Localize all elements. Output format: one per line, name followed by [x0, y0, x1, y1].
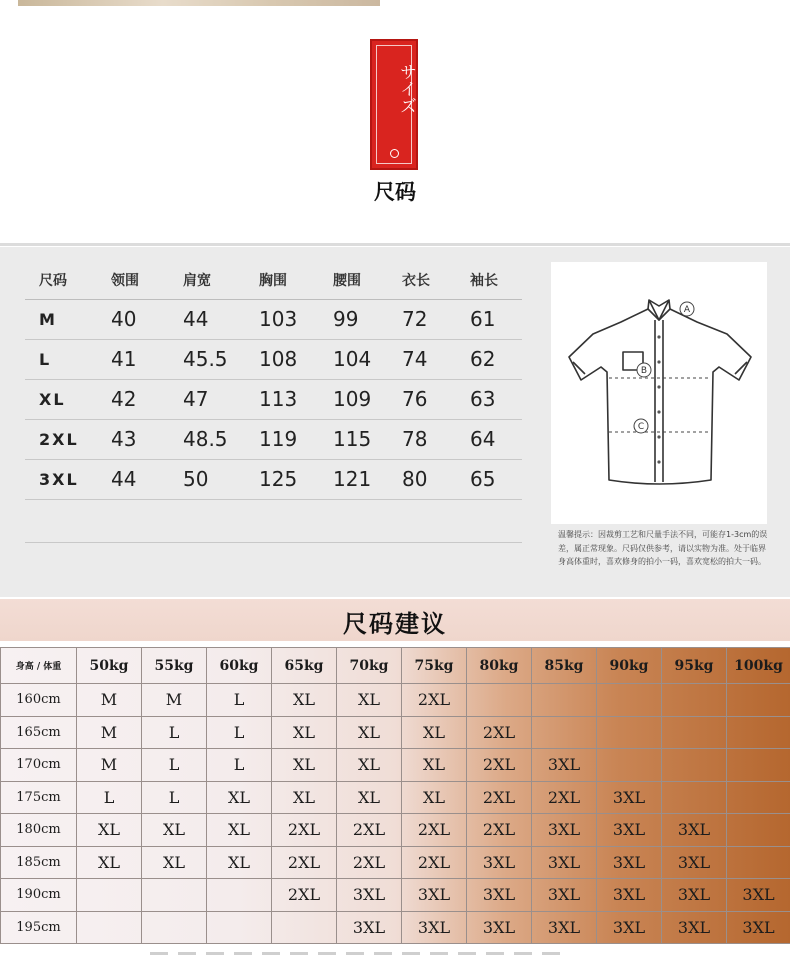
table-row	[1, 814, 790, 847]
table-cell: 3XL	[25, 459, 97, 499]
size-cell: 2XL	[337, 846, 402, 879]
size-cell	[662, 749, 727, 782]
table-cell: 41	[97, 339, 169, 379]
size-cell: 3XL	[662, 814, 727, 847]
weight-header: 100kg	[727, 648, 790, 684]
size-cell: 3XL	[467, 879, 532, 912]
height-label: 175cm	[1, 781, 77, 814]
size-cell: XL	[272, 716, 337, 749]
table-cell: 65	[456, 459, 522, 499]
size-cell	[662, 716, 727, 749]
divider	[0, 243, 790, 246]
height-label: 160cm	[1, 684, 77, 717]
size-cell: 2XL	[337, 814, 402, 847]
weight-header: 65kg	[272, 648, 337, 684]
size-cell: 3XL	[532, 911, 597, 944]
table-row	[1, 911, 790, 944]
table-cell: 109	[319, 379, 388, 419]
table-cell: 48.5	[169, 419, 245, 459]
size-cell	[532, 684, 597, 717]
table-cell: 74	[388, 339, 456, 379]
size-cell: 3XL	[597, 814, 662, 847]
divider	[150, 952, 570, 955]
size-cell: 3XL	[532, 749, 597, 782]
size-cell: L	[142, 716, 207, 749]
table-cell: 80	[388, 459, 456, 499]
table-cell: M	[25, 299, 97, 339]
section-title-size: 尺码	[374, 179, 416, 204]
size-cell	[727, 749, 790, 782]
size-cell: XL	[77, 846, 142, 879]
size-cell: 2XL	[272, 846, 337, 879]
size-seal-tag	[370, 39, 418, 170]
column-header: 领围	[97, 262, 169, 299]
size-cell: 3XL	[597, 879, 662, 912]
size-cell: L	[77, 781, 142, 814]
table-cell: 113	[245, 379, 319, 419]
table-cell: 43	[97, 419, 169, 459]
size-cell: XL	[207, 781, 272, 814]
size-cell	[597, 749, 662, 782]
size-cell: XL	[272, 781, 337, 814]
column-header: 腰围	[319, 262, 388, 299]
size-cell: 2XL	[402, 814, 467, 847]
table-cell: 62	[456, 339, 522, 379]
weight-header: 75kg	[402, 648, 467, 684]
size-cell: XL	[337, 684, 402, 717]
size-cell: L	[207, 749, 272, 782]
divider	[25, 542, 522, 543]
table-cell: 50	[169, 459, 245, 499]
table-cell: 2XL	[25, 419, 97, 459]
size-cell	[727, 684, 790, 717]
size-cell	[662, 781, 727, 814]
table-cell: 44	[97, 459, 169, 499]
size-cell: 3XL	[662, 879, 727, 912]
weight-header: 50kg	[77, 648, 142, 684]
size-cell: XL	[402, 716, 467, 749]
seal-dot-icon	[390, 149, 399, 158]
size-cell: 3XL	[662, 846, 727, 879]
size-cell: XL	[337, 781, 402, 814]
size-cell: 3XL	[467, 911, 532, 944]
size-cell	[467, 684, 532, 717]
size-cell	[532, 716, 597, 749]
table-row	[25, 459, 522, 499]
table-row	[25, 379, 522, 419]
size-cell	[727, 781, 790, 814]
size-cell: XL	[402, 781, 467, 814]
size-cell: 3XL	[337, 911, 402, 944]
marker-b: B	[640, 366, 648, 376]
weight-header: 85kg	[532, 648, 597, 684]
size-cell: 2XL	[467, 716, 532, 749]
size-cell	[77, 911, 142, 944]
height-label: 170cm	[1, 749, 77, 782]
size-recommendation-table	[0, 647, 790, 944]
size-cell: XL	[142, 814, 207, 847]
size-cell: M	[77, 684, 142, 717]
size-cell	[77, 879, 142, 912]
size-cell: 3XL	[532, 879, 597, 912]
table-row	[1, 749, 790, 782]
table-cell: 45.5	[169, 339, 245, 379]
size-cell	[272, 911, 337, 944]
shirt-outline-icon	[551, 262, 767, 524]
size-cell: L	[142, 781, 207, 814]
size-cell: L	[142, 749, 207, 782]
table-row	[1, 846, 790, 879]
column-header: 袖长	[456, 262, 522, 299]
size-cell: 2XL	[467, 781, 532, 814]
size-cell: XL	[272, 749, 337, 782]
table-row	[25, 339, 522, 379]
table-row	[1, 716, 790, 749]
size-cell	[207, 879, 272, 912]
table-cell: 99	[319, 299, 388, 339]
shirt-diagram	[551, 262, 767, 524]
table-cell: 121	[319, 459, 388, 499]
size-cell: 2XL	[467, 814, 532, 847]
top-photo-strip	[18, 0, 380, 6]
size-cell: 3XL	[727, 879, 790, 912]
size-cell	[597, 716, 662, 749]
size-cell: 3XL	[532, 846, 597, 879]
table-cell: 108	[245, 339, 319, 379]
table-cell: 119	[245, 419, 319, 459]
size-cell: 3XL	[597, 781, 662, 814]
marker-c: C	[637, 422, 645, 432]
size-cell: 3XL	[467, 846, 532, 879]
size-cell: M	[77, 749, 142, 782]
table-cell: 47	[169, 379, 245, 419]
table-cell: 103	[245, 299, 319, 339]
size-cell	[142, 879, 207, 912]
table-cell: 76	[388, 379, 456, 419]
size-cell: 3XL	[597, 911, 662, 944]
table-cell: 63	[456, 379, 522, 419]
table-cell: 61	[456, 299, 522, 339]
table-cell: 44	[169, 299, 245, 339]
height-label: 195cm	[1, 911, 77, 944]
table-cell: XL	[25, 379, 97, 419]
measurement-note: 温馨提示：因裁剪工艺和尺量手法不同，可能存1-3cm的误差，属正常现象。尺码仅供参考，请以实物为准。处于临界身高体重时，喜欢修身的拍小一码，喜欢宽松的拍大一码。	[558, 530, 768, 566]
size-cell: XL	[77, 814, 142, 847]
size-cell	[142, 911, 207, 944]
size-cell: 3XL	[402, 879, 467, 912]
height-label: 190cm	[1, 879, 77, 912]
weight-header: 95kg	[662, 648, 727, 684]
table-row	[1, 684, 790, 717]
size-cell: 3XL	[532, 814, 597, 847]
table-cell: 64	[456, 419, 522, 459]
size-cell: 3XL	[662, 911, 727, 944]
size-cell: XL	[142, 846, 207, 879]
size-cell: M	[142, 684, 207, 717]
table-cell: 40	[97, 299, 169, 339]
size-measurement-table	[25, 262, 522, 500]
weight-header: 60kg	[207, 648, 272, 684]
size-cell: 3XL	[337, 879, 402, 912]
size-cell	[662, 684, 727, 717]
size-cell: 2XL	[272, 814, 337, 847]
weight-header: 55kg	[142, 648, 207, 684]
table-row	[25, 419, 522, 459]
size-cell: 2XL	[532, 781, 597, 814]
table-row	[25, 299, 522, 339]
table-cell: 115	[319, 419, 388, 459]
weight-header: 70kg	[337, 648, 402, 684]
size-cell: 2XL	[402, 846, 467, 879]
size-cell	[597, 684, 662, 717]
corner-header: 身高 / 体重	[1, 648, 77, 684]
size-cell: 3XL	[597, 846, 662, 879]
section-title-recommendation: 尺码建议	[343, 609, 447, 638]
size-cell: 2XL	[272, 879, 337, 912]
table-row	[1, 879, 790, 912]
height-label: 180cm	[1, 814, 77, 847]
column-header: 肩宽	[169, 262, 245, 299]
size-cell	[727, 814, 790, 847]
table-row	[1, 781, 790, 814]
column-header: 衣长	[388, 262, 456, 299]
table-cell: 78	[388, 419, 456, 459]
size-cell: XL	[207, 814, 272, 847]
table-cell: 72	[388, 299, 456, 339]
column-header: 尺码	[25, 262, 97, 299]
size-cell: 3XL	[727, 911, 790, 944]
table-cell: 125	[245, 459, 319, 499]
marker-a: A	[683, 305, 691, 315]
table-cell: 104	[319, 339, 388, 379]
size-cell	[207, 911, 272, 944]
size-cell: 2XL	[402, 684, 467, 717]
size-cell: XL	[402, 749, 467, 782]
table-cell: 42	[97, 379, 169, 419]
size-cell	[727, 846, 790, 879]
size-cell: 3XL	[402, 911, 467, 944]
column-header: 胸围	[245, 262, 319, 299]
size-cell: XL	[207, 846, 272, 879]
size-cell: XL	[337, 716, 402, 749]
size-cell: 2XL	[467, 749, 532, 782]
height-label: 185cm	[1, 846, 77, 879]
table-cell: L	[25, 339, 97, 379]
size-cell: XL	[272, 684, 337, 717]
size-cell	[727, 716, 790, 749]
weight-header: 80kg	[467, 648, 532, 684]
seal-text: サイズ	[396, 63, 416, 114]
weight-header: 90kg	[597, 648, 662, 684]
header-row	[1, 648, 790, 684]
size-cell: XL	[337, 749, 402, 782]
size-cell: L	[207, 684, 272, 717]
size-cell: L	[207, 716, 272, 749]
height-label: 165cm	[1, 716, 77, 749]
size-cell: M	[77, 716, 142, 749]
